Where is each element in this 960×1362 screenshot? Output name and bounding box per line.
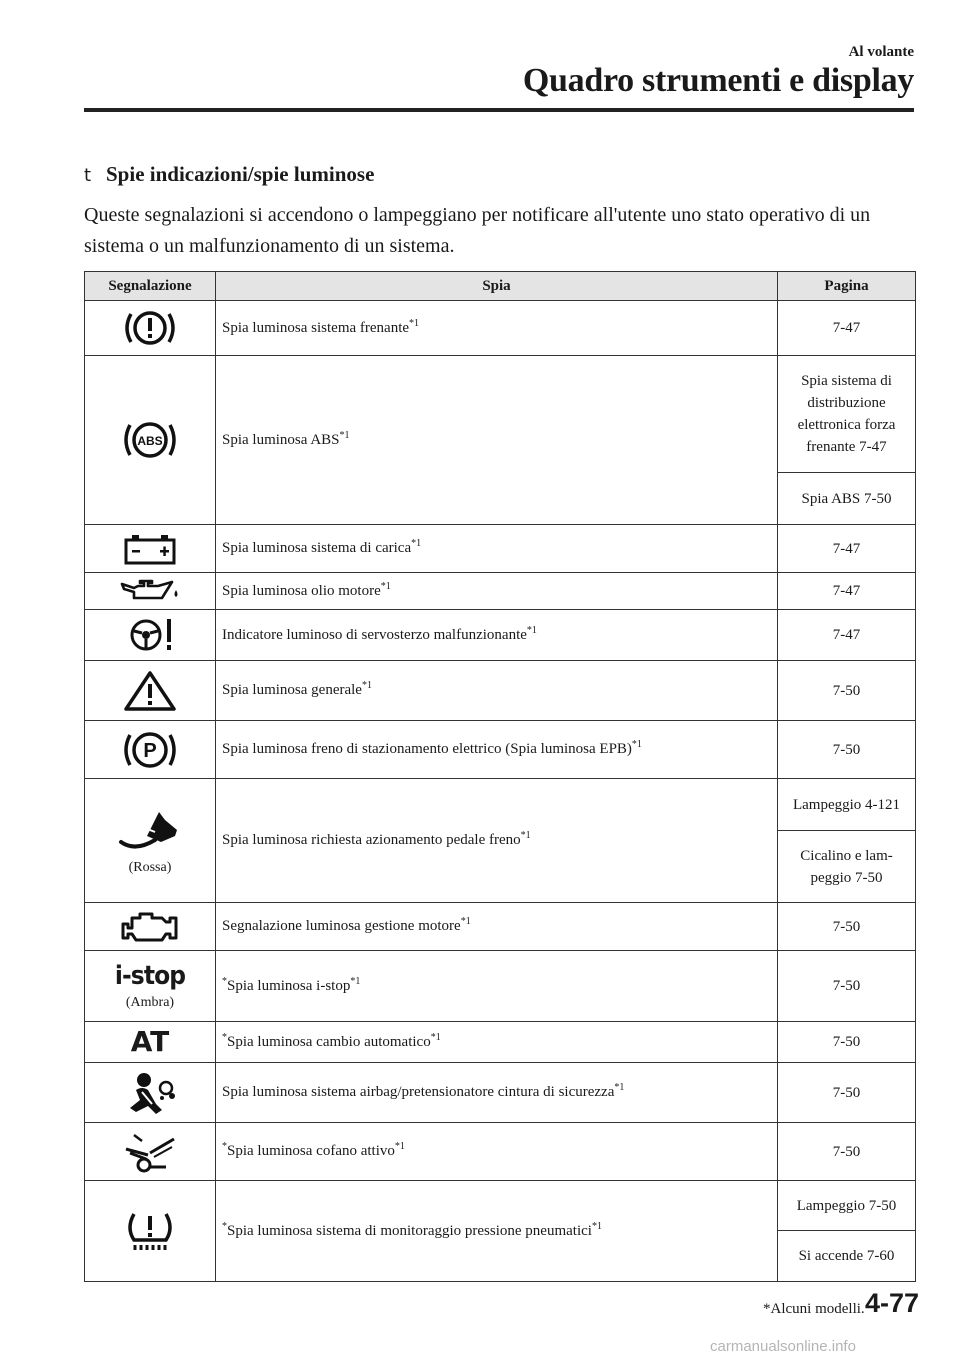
- table-row: [85, 1123, 916, 1181]
- footnote: *Alcuni modelli.: [763, 1301, 865, 1317]
- light-name: Spia luminosa sistema di carica$^{*1}$: [216, 525, 778, 573]
- header-rule: [84, 108, 914, 112]
- light-name: Spia luminosa ABS$^{*1}$: [216, 356, 778, 525]
- brake-pedal-foot-icon: [115, 806, 185, 856]
- table-row: [85, 721, 916, 779]
- page-ref: 7-50: [778, 951, 916, 1022]
- icon-color-label: (Ambra): [125, 995, 175, 1010]
- light-name: Spia luminosa sistema airbag/pretensionatore cintura di sicurezza$^{*1}$: [216, 1063, 778, 1123]
- light-name: Spia luminosa olio motore$^{*1}$: [216, 573, 778, 610]
- svg-text:ABS: ABS: [137, 434, 163, 448]
- page-ref: Lampeggio 7-50: [778, 1181, 916, 1231]
- intro-paragraph: Queste segnalazioni si accendono o lampeggiano per notificare all'utente uno stato operativo di un sistema o un malfunzionamento di un sistema.: [84, 204, 871, 257]
- page-ref: Spia sistema di distribuzione elettronica forza frenante 7-47: [778, 356, 916, 473]
- light-name: *Spia luminosa sistema di monitoraggio pressione pneumatici$^{*1}$: [216, 1181, 778, 1282]
- abs-warning-icon: [118, 416, 182, 464]
- table-row: [85, 1063, 916, 1123]
- page-ref: Lampeggio 4-121: [778, 779, 916, 831]
- table-row: [85, 1022, 916, 1063]
- table-row: [85, 610, 916, 661]
- page-ref: 7-50: [778, 721, 916, 779]
- page-ref: Si accende 7-60: [778, 1231, 916, 1282]
- table-row: [85, 661, 916, 721]
- tire-pressure-icon: [120, 1208, 180, 1254]
- light-name: *Spia luminosa cofano attivo$^{*1}$: [216, 1123, 778, 1181]
- page-ref: Cicalino e lam- peggio 7-50: [778, 831, 916, 903]
- table-row: [85, 301, 916, 356]
- section-title-text: Spie indicazioni/spie luminose: [106, 162, 375, 186]
- section-bullet: t: [84, 165, 92, 186]
- page-ref: 7-50: [778, 1022, 916, 1063]
- section-title: [84, 162, 374, 187]
- general-warning-triangle-icon: [122, 669, 178, 713]
- steering-wheel-warning-icon: [122, 616, 178, 654]
- battery-icon: [122, 532, 178, 566]
- table-row: [85, 356, 916, 473]
- header-spia: Spia: [216, 272, 778, 301]
- watermark: carmanualsonline.info: [710, 1338, 856, 1355]
- light-name: *Spia luminosa cambio automatico$^{*1}$: [216, 1022, 778, 1063]
- light-name: Spia luminosa sistema frenante$^{*1}$: [216, 301, 778, 356]
- engine-check-icon: [118, 908, 182, 946]
- page-ref: 7-50: [778, 661, 916, 721]
- page-ref: 7-47: [778, 301, 916, 356]
- header-section-label: Al volante: [848, 44, 914, 60]
- header-segnalazione: Segnalazione: [85, 272, 216, 301]
- light-name: Spia luminosa richiesta azionamento pedale freno$^{*1}$: [216, 779, 778, 903]
- light-name: *Spia luminosa i-stop$^{*1}$: [216, 951, 778, 1022]
- header-pagina: Pagina: [778, 272, 916, 301]
- page-ref: 7-47: [778, 610, 916, 661]
- i-stop-icon: i-stop: [114, 961, 186, 991]
- table-row: [85, 903, 916, 951]
- icon-color-label: (Rossa): [128, 859, 172, 875]
- header-title: Quadro strumenti e display: [522, 62, 914, 99]
- table-row: [85, 779, 916, 831]
- oil-can-icon: [118, 578, 182, 604]
- page-ref: Spia ABS 7-50: [778, 473, 916, 525]
- airbag-icon: [122, 1070, 178, 1116]
- light-name: Indicatore luminoso di servosterzo malfunzionante$^{*1}$: [216, 610, 778, 661]
- parking-brake-p-icon: [118, 726, 182, 774]
- page-ref: 7-47: [778, 573, 916, 610]
- at-icon: AT: [130, 1025, 170, 1058]
- table-header-row: [85, 272, 916, 301]
- table-row: [85, 573, 916, 610]
- page-number: 4-77: [865, 1288, 920, 1318]
- page-ref: 7-50: [778, 1123, 916, 1181]
- table-row: [85, 951, 916, 1022]
- light-name: Spia luminosa freno di stazionamento elettrico (Spia luminosa EPB)$^{*1}$: [216, 721, 778, 779]
- page-ref: 7-50: [778, 1063, 916, 1123]
- active-bonnet-icon: [120, 1131, 180, 1173]
- light-name: Segnalazione luminosa gestione motore$^{*1}$: [216, 903, 778, 951]
- table-row: [85, 525, 916, 573]
- light-name: Spia luminosa generale$^{*1}$: [216, 661, 778, 721]
- table-row: [85, 1181, 916, 1231]
- brake-warning-icon: [120, 306, 180, 350]
- warning-lights-table: [84, 271, 916, 1282]
- svg-text:P: P: [143, 739, 157, 762]
- page-ref: 7-50: [778, 903, 916, 951]
- page-ref: 7-47: [778, 525, 916, 573]
